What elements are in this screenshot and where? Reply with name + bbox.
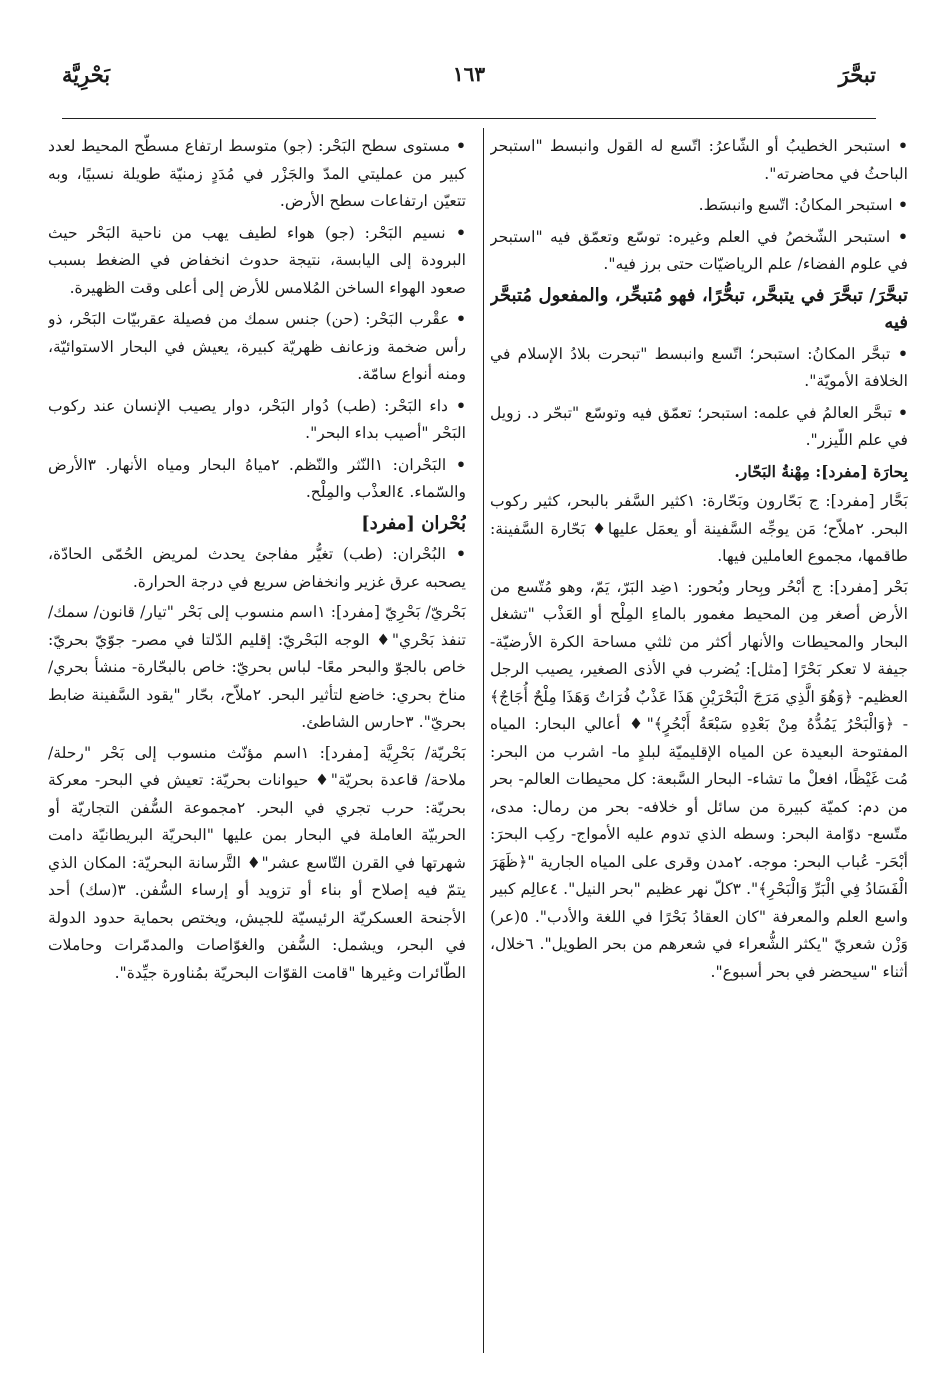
entry-line: • استبحر الخطيبُ أو الشّاعرُ: اتّسع له القول وانبسط "استبحر الباحثُ في محاضرته". [490,132,908,188]
entry-line: • استبحر الشّخصُ في العلم وغيره: توسّع وتعمّق فيه "استبحر في علوم الفضاء/ علم الرياضيّات حتى برز فيه". [490,223,908,279]
headword-entry: تبحَّرَ/ تبحَّرَ في يتبحَّر، تبحُّرًا، فهو مُتبحِّر، والمفعول مُتبحَّر فيه [490,284,908,333]
entry-line: • البُحْران: (طب) تغيُّر مفاجئ يحدث لمريض الحُمّى الحادّة، يصحبه عرق غزير وانخفاض سريع في درجة الحرارة. [48,540,466,596]
page-header [62,62,876,102]
entry-line: • داء البَحْر: (طب) دُوار البَحْر، دوار يصيب الإنسان عند ركوب البَحْر "أصيب بداء البحر". [48,392,466,448]
left-column [48,132,466,1362]
headword-entry: بُحْران [مفرد] [361,512,466,534]
entry-line: • البَحْران: ١النّثر والنّظم. ٢مياهُ البحار ومياه الأنهار. ٣الأرض والسّماء. ٤العذْب والمِلْح. [48,451,466,507]
headword-entry: بَحْريّة/ بَحْرِيَّة [مفرد]: ١اسم مؤنّث منسوب إلى بَحْر "رحلة/ ملاحة/ قاعدة بحريّة"♦ حيوانات بحريّة: تعيش في البحر- معركة بحريّة: حرب تجري في البحر. ٢مجموعة السُّفن التجاريّة أو الحربيّة العاملة في البحار بمن عليها "البحريّة البريطانيّة دامت شهرتها في القرن التّاسع عشر"♦ التَّرسانة البحريّة: المكان الذي يتمّ فيه إصلاح أو بناء أو تزويد أو إرساء السُّفن. ٣(سك) أحد الأجنحة العسكريّة الرئيسيّة للجيش، ويختص بحماية حدود الدولة في البحر، ويشمل: السُّفن والغوّاصات والمدمّرات وحاملات الطّائرات وغيرها "قامت القوّات البحريّة بمُناورة جيِّدة". [48,743,466,982]
headword-entry: بِحارَة [مفرد]: مِهْنةُ البَحّار. [734,461,908,481]
entry-line: • نسيم البَحْر: (جو) هواء لطيف يهب من ناحية البَحْر حيث البرودة إلى اليابسة، نتيجة حدوث انخفاض في الضغط بسبب صعود الهواء الساخن المُلامس للأرض إلى أعلى وقت الظهيرة. [48,219,466,303]
headword-entry: بَحْريّ/ بَحْرِيّ [مفرد]: ١اسم منسوب إلى بَحْر "تيار/ قانون/ سمك/ تنفذ بَحْري"♦ الوجه البَحْريّ: إقليم الدّلتا في مصر- جوّيّ بحريّ: خاص بالجوّ والبحر معًا- لباس بحريّ: خاص بالبحّارة- منشأ بحري/ مناخ بحري: خاضع لتأثير البحر. ٢ملاّح، بحّار "يقود السَّفينة ضابط بحريّ". ٣حارس الشاطئ. [48,603,466,731]
header-first-word: تبحَّرَ [838,62,876,87]
entry-line: • تبحَّر العالمُ في علمه: استبحر؛ تعمّق فيه وتوسّع "تبحّر د. زويل في علم اللّيزر". [490,399,908,455]
entry-line: • عقْرب البَحْر: (حن) جنس سمك من فصيلة عقربيّات البَحْر، ذو رأس ضخمة وزعانف ظهريّة كبيرة، يعيش في البحار الاستوائيّة، ومنه أنواع سامّة. [48,305,466,389]
header-last-word: بَحْرِيَّة [62,62,111,87]
header-divider [62,118,876,119]
page-number: ١٦٣ [452,62,486,86]
right-column [490,132,908,1362]
column-divider [483,128,484,1353]
entry-line: • مستوى سطح البَحْر: (جو) متوسط ارتفاع مسطّح المحيط لعدد كبير من عمليتي المدّ والجَزْر في مُدَدٍ زمنيّة طويلة نسبيًا، وبه تتعيّن ارتفاعات سطح الأرض. [48,132,466,216]
headword-entry: بَحَّار [مفرد]: ج بَحّارون وبَحّارة: ١كثير السَّفر بالبحر، كثير ركوب البحر. ٢ملاّح؛ مَن يوجِّه السَّفينة أو يعمَل عليها♦ بَحّارة السَّفينة: طاقمها، مجموع العاملين فيها. [490,492,908,565]
headword-entry: بَحْر [مفرد]: ج أبْحُر وبِحار وبُحور: ١ضِد البَرّ، يَمّ، وهو مُتّسع من الأرض أصغر مِن المحيط مغمور بالماءِ المِلْح أو العَذْب "تشغل البحار والمحيطات والأنهار أكثر من ثلثي مساحة الكرة الأرضيّة- جيفة لا تعكر بَحْرًا [مثل]: يُضرب في الأذى الصغير، يصيب الرجل العظيم- ﴿وَهُوَ الَّذِي مَرَجَ الْبَحْرَيْنِ هَذَا عَذْبٌ فُرَاتٌ وَهَذَا مِلْحٌ أُجَاجٌ﴾ - ﴿وَالْبَحْرُ يَمُدُّهُ مِنْ بَعْدِهِ سَبْعَةُ أَبْحُرٍ﴾"♦ أعالي البحار: المياه المفتوحة البعيدة عن المياه الإقليميّة لبلدٍ ما- اشرب من البحر: مُت غَيْظًا، افعلْ ما تشاء- البحار السَّبعة: كل محيطات العالم- بحر من دم: كميّة كبيرة من سائل أو خلافه- بحر من رمال: مدى، متّسع- دوّامة البحر: وسطه الذي تدوم عليه الأمواج- ركِب البحرَ: أبْحَر- عُباب البحر: موجه. ٢مدن وقرى على المياه الجارية "﴿ظَهَرَ الْفَسَادُ فِي الْبَرِّ وَالْبَحْرِ﴾". ٣كلّ نهر عظيم "بحر النيل". ٤عالِم كبير واسع العلم والمعرفة "كان العقادُ بَحْرًا في اللغة والأدب". ٥(عر) وَزْن شعريّ "يكثر الشُّعراء في شعرهم من بحر الطويل". ٦خلال، أثناء "سيحضر في بحر أسبوع". [490,577,908,981]
entry-line: • تبحَّر المكانُ: استبحر؛ اتّسع وانبسط "تبحرت بلادُ الإسلام في الخلافة الأمويّة". [490,340,908,396]
entry-line: • استبحر المكانُ: اتّسع وانبسَط. [490,191,908,220]
